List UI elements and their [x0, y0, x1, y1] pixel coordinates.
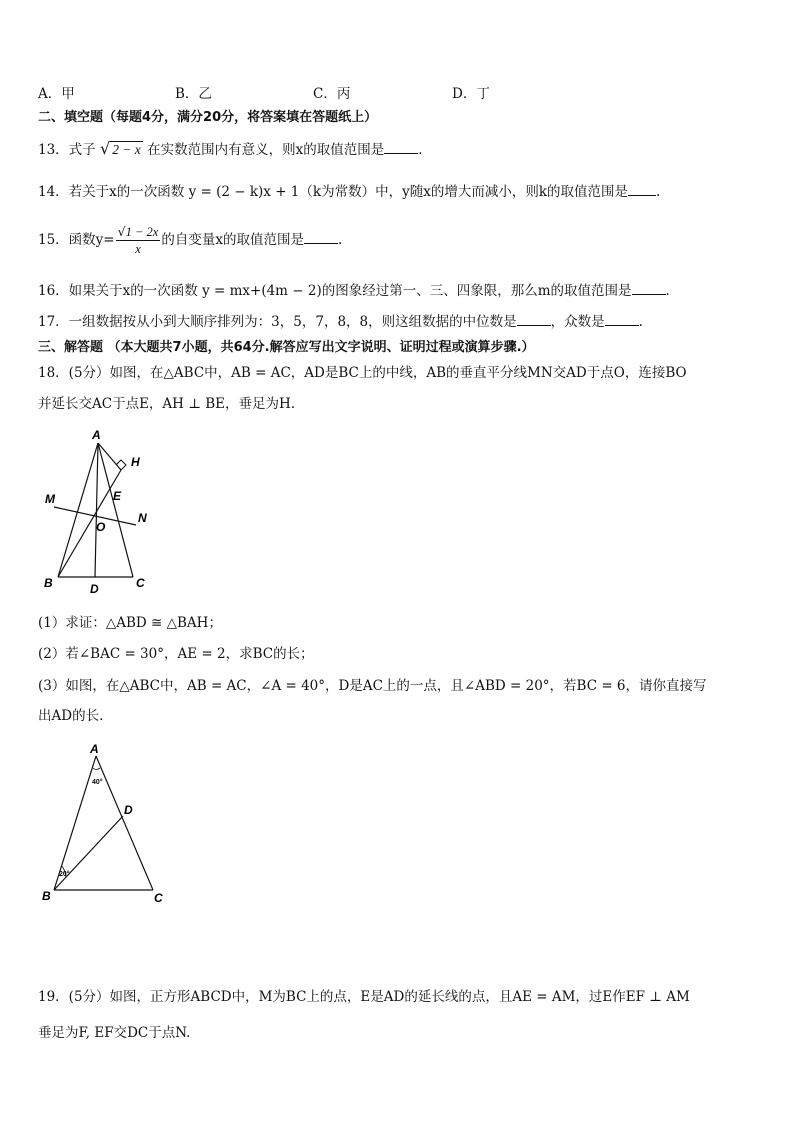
- answer-blank: [605, 313, 639, 326]
- q15-suffix: 的自变量x的取值范围是: [161, 232, 304, 248]
- angle-a-arc: [93, 768, 100, 770]
- label-n: N: [138, 511, 147, 525]
- q18-line1: 18．(5分）如图，在△ABC中，AB = AC，AD是BC上的中线，AB的垂直平分线MN交AD于点O，连接BO: [38, 365, 687, 381]
- question-14: [38, 183, 660, 201]
- label-a: A: [90, 742, 99, 756]
- q13-suffix: 在实数范围内有意义，则x的取值范围是: [147, 142, 385, 158]
- label-b: B: [42, 889, 51, 903]
- label-h: H: [131, 455, 140, 469]
- q17-text1: 17．一组数据按从小到大顺序排列为：3，5，7，8，8，则这组数据的中位数是: [38, 314, 517, 330]
- label-c: C: [154, 891, 163, 905]
- answer-blank: [517, 313, 551, 326]
- q15-fraction: [116, 224, 161, 257]
- q16-end: .: [665, 283, 670, 299]
- q14-end: .: [656, 184, 661, 200]
- q15-prefix: 15．函数y=: [38, 232, 115, 248]
- answer-blank: [628, 183, 656, 196]
- section3-title: 三、解答题 （本大题共7小题，共64分.解答应写出文字说明、证明过程或演算步骤.）: [38, 340, 535, 355]
- label-b: B: [44, 576, 53, 590]
- q13-end: .: [418, 142, 423, 158]
- q16-text: 16．如果关于x的一次函数 y = mx+(4m − 2)的图象经过第一、三、四象限，那么m的取值范围是: [38, 283, 632, 299]
- answer-blank: [632, 282, 666, 295]
- q18-line2: 并延长交AC于点E，AH ⊥ BE，垂足为H.: [38, 396, 296, 412]
- q18-sub1: (1）求证：△ABD ≅ △BAH；: [38, 615, 222, 631]
- q18-sub2: (2）若∠BAC = 30°，AE = 2，求BC的长；: [38, 646, 314, 662]
- section2-title: 二、填空题（每题4分，满分20分，将答案填在答题纸上）: [38, 110, 378, 125]
- label-c: C: [136, 576, 145, 590]
- option-a: A．甲: [38, 86, 75, 102]
- question-17: [38, 313, 643, 331]
- q17-end: .: [638, 314, 643, 330]
- label-e: E: [113, 489, 122, 503]
- question-16: [38, 282, 670, 300]
- option-c: C．丙: [313, 86, 351, 102]
- option-d: D．丁: [452, 86, 490, 102]
- answer-blank: [384, 141, 418, 154]
- sqrt-sign: √: [99, 139, 111, 158]
- line-mn: [54, 507, 136, 525]
- label-o: O: [96, 520, 106, 534]
- segment-ac: [96, 756, 153, 890]
- question-15: [38, 222, 342, 258]
- figure-2: [38, 738, 178, 908]
- q19-line2: 垂足为F, EF交DC于点N.: [38, 1025, 191, 1041]
- segment-ab: [58, 443, 98, 577]
- q19-line1: 19．(5分）如图，正方形ABCD中，M为BC上的点，E是AD的延长线的点，且AE = AM，过E作EF ⊥ AM: [38, 989, 690, 1005]
- q13-prefix: 13．式子: [38, 142, 96, 158]
- q17-text2: ，众数是: [550, 314, 605, 330]
- q15-numerator: √1 − 2x: [117, 224, 159, 239]
- q15-end: .: [337, 232, 343, 248]
- angle-a-label: 40°: [92, 779, 103, 786]
- label-a: A: [92, 428, 101, 442]
- segment-bd: [54, 816, 123, 890]
- label-m: M: [45, 492, 55, 506]
- q15-denominator: x: [135, 242, 141, 256]
- q18-sub3b: 出AD的长.: [38, 708, 104, 724]
- angle-b-label: 20°: [59, 871, 70, 878]
- q14-text: 14．若关于x的一次函数 y = (2 − k)x + 1（k为常数）中，y随x的增大而减小，则k的取值范围是: [38, 184, 628, 200]
- segment-bh: [58, 470, 121, 577]
- question-13: [38, 140, 423, 159]
- answer-blank: [304, 231, 338, 244]
- q15-numerator-text: 1 − 2x: [125, 225, 159, 239]
- figure-1: [38, 425, 168, 600]
- q18-sub3a: (3）如图，在△ABC中，AB = AC，∠A = 40°，D是AC上的一点，且∠ABD = 20°，若BC = 6，请你直接写: [38, 678, 707, 694]
- option-b: B．乙: [175, 86, 212, 102]
- q13-radicand: 2 − x: [112, 142, 141, 157]
- label-d: D: [90, 582, 99, 596]
- label-d: D: [124, 803, 133, 817]
- segment-ab: [54, 756, 96, 890]
